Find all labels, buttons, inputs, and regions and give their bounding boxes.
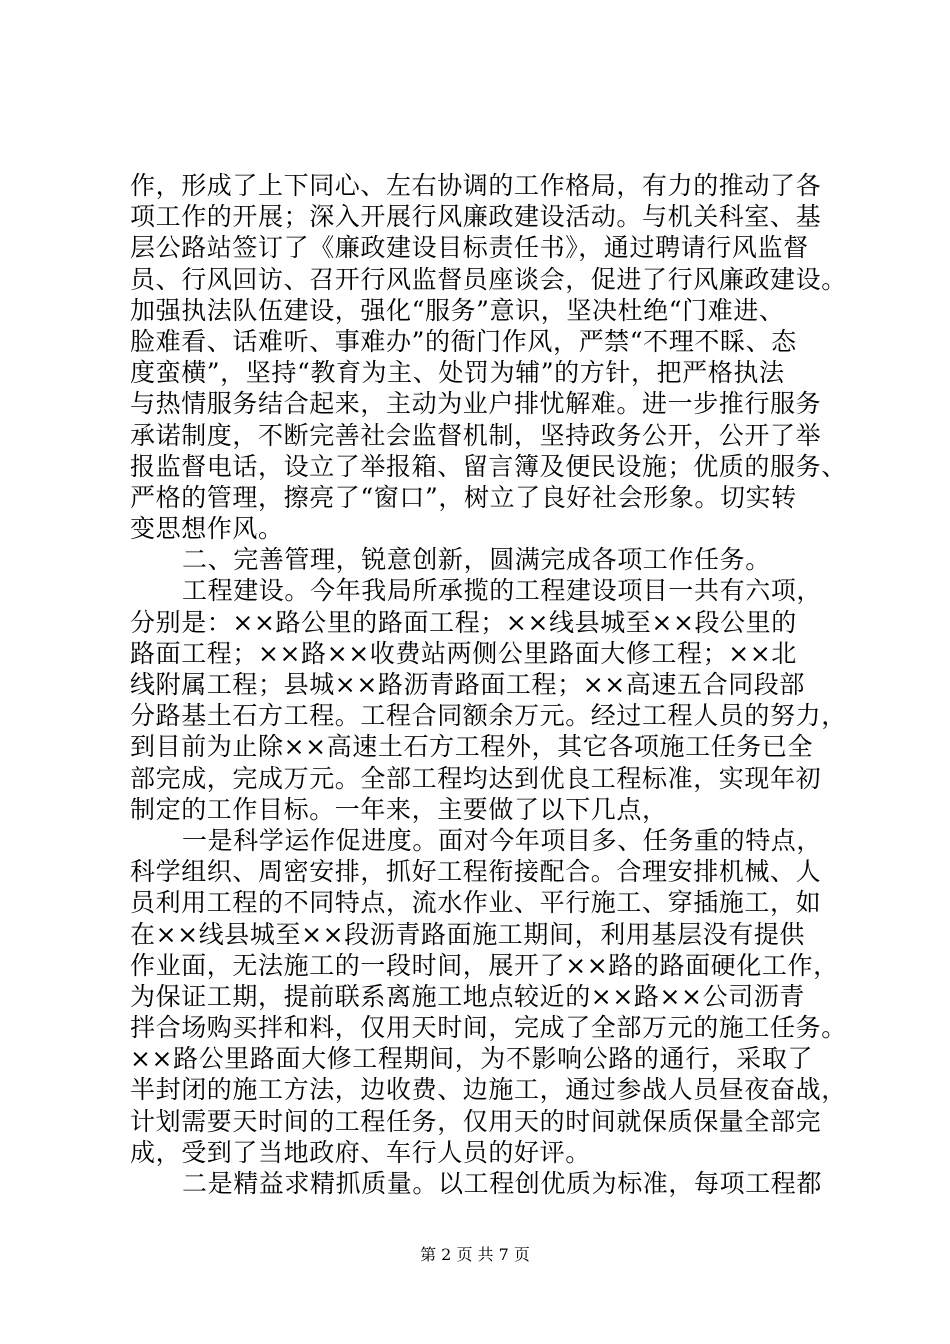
- text-line: 分路基土石方工程。工程合同额余万元。经过工程人员的努力，: [130, 701, 847, 731]
- text-line: 二、完善管理，锐意创新，圆满完成各项工作任务。: [182, 545, 771, 575]
- page-footer: 第 2 页 共 7 页: [420, 1245, 530, 1264]
- text-line: 与热情服务结合起来，主动为业户排忧解难。进一步推行服务: [130, 389, 822, 419]
- text-line: 承诺制度，不断完善社会监督机制，坚持政务公开，公开了举: [130, 420, 822, 450]
- text-line: 员、行风回访、召开行风监督员座谈会，促进了行风廉政建设。: [130, 264, 847, 294]
- text-line: 一是科学运作促进度。面对今年项目多、任务重的特点，: [182, 825, 823, 855]
- text-line: 报监督电话，设立了举报箱、留言簿及便民设施；优质的服务、: [130, 451, 847, 481]
- document-body: [130, 170, 850, 1199]
- text-line: 为保证工期，提前联系离施工地点较近的××路××公司沥青: [130, 981, 805, 1011]
- text-line: 拌合场购买拌和料，仅用天时间，完成了全部万元的施工任务。: [130, 1013, 847, 1043]
- text-line: 加强执法队伍建设，强化“服务”意识，坚决杜绝“门难进、: [130, 295, 785, 325]
- text-line: 二是精益求精抓质量。以工程创优质为标准，每项工程都: [182, 1169, 823, 1198]
- text-line: 作业面，无法施工的一段时间，展开了××路的路面硬化工作，: [130, 950, 839, 980]
- text-line: 部完成，完成万元。全部工程均达到优良工程标准，实现年初: [130, 763, 822, 793]
- text-line: 层公路站签订了《廉政建设目标责任书》，通过聘请行风监督: [130, 233, 809, 263]
- text-line: 员利用工程的不同特点，流水作业、平行施工、穿插施工，如: [130, 888, 822, 918]
- text-line: 路面工程；××路××收费站两侧公里路面大修工程；××北: [130, 638, 797, 668]
- text-line: 半封闭的施工方法，边收费、边施工，通过参战人员昼夜奋战，: [130, 1075, 847, 1105]
- text-line: 严格的管理，擦亮了“窗口”，树立了良好社会形象。切实转: [130, 482, 797, 512]
- text-line: 到目前为止除××高速土石方工程外，其它各项施工任务已全: [130, 732, 814, 762]
- text-line: 脸难看、话难听、事难办”的衙门作风，严禁“不理不睬、态: [130, 326, 797, 356]
- text-line: 成，受到了当地政府、车行人员的好评。: [130, 1137, 591, 1167]
- text-line: 在××线县城至××段沥青路面施工期间，利用基层没有提供: [130, 919, 805, 949]
- text-line: ××路公里路面大修工程期间，为不影响公路的通行，采取了: [130, 1044, 814, 1074]
- text-line: 制定的工作目标。一年来，主要做了以下几点，: [130, 794, 668, 824]
- text-line: 变思想作风。: [130, 514, 284, 544]
- text-line: 度蛮横”，坚持“教育为主、处罚为辅”的方针，把严格执法: [130, 358, 785, 388]
- text-line: 项工作的开展；深入开展行风廉政建设活动。与机关科室、基: [130, 202, 822, 232]
- text-line: 计划需要天时间的工程任务，仅用天的时间就保质保量全部完: [130, 1106, 822, 1136]
- text-line: 科学组织、周密安排，抓好工程衔接配合。合理安排机械、人: [130, 857, 822, 887]
- text-line: 分别是：××路公里的路面工程；××线县城至××段公里的: [130, 607, 797, 637]
- text-line: 作，形成了上下同心、左右协调的工作格局，有力的推动了各: [130, 171, 822, 200]
- text-line: 工程建设。今年我局所承揽的工程建设项目一共有六项，: [182, 576, 823, 606]
- text-line: 线附属工程；县城××路沥青路面工程；××高速五合同段部: [130, 670, 805, 699]
